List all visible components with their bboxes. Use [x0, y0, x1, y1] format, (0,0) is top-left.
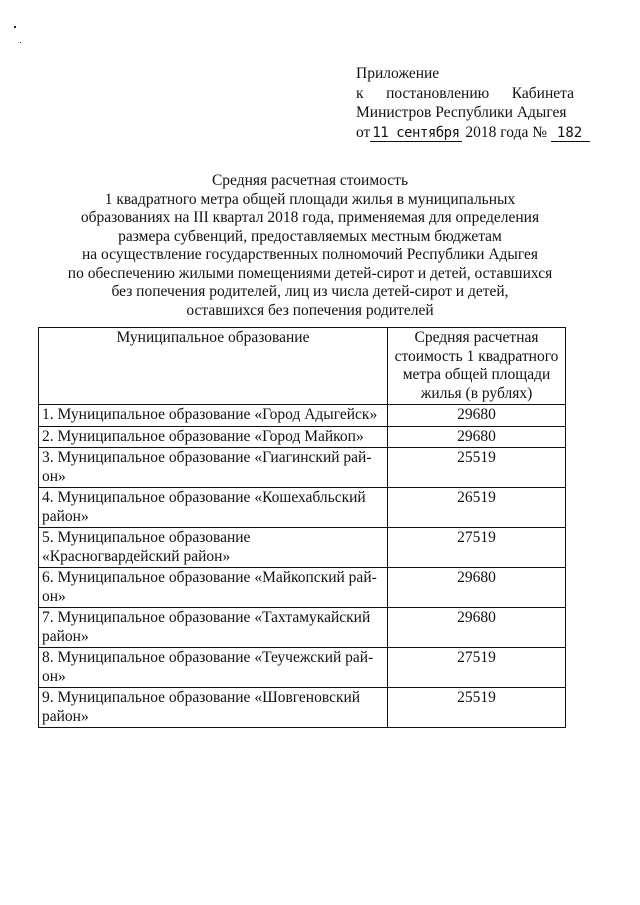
appendix-ref-word-1: к	[356, 84, 364, 102]
table-row	[39, 426, 566, 448]
municipality-name: 2. Муниципальное образование «Город Майкоп»	[39, 426, 388, 448]
title-line: без попечения родителей, лиц из числа детей-сирот и детей,	[111, 283, 509, 300]
cost-value: 27519	[388, 648, 566, 688]
cost-value: 29680	[388, 405, 566, 427]
appendix-reference	[356, 84, 574, 104]
document-title	[60, 172, 560, 320]
title-line: Средняя расчетная стоимость	[211, 172, 409, 189]
cost-table	[38, 327, 566, 728]
appendix-authority: Министров Республики Адыгея	[356, 104, 567, 121]
title-line: оставшихся без попечения родителей	[186, 301, 434, 319]
appendix-ref-word-2: постановлению	[386, 84, 490, 102]
cost-value: 25519	[388, 448, 566, 488]
title-line: образованиях на III квартал 2018 года, применяемая для определения	[80, 209, 540, 226]
table-row	[39, 608, 566, 648]
appendix-ref-word-3: Кабинета	[511, 84, 574, 102]
appendix-date-line	[356, 123, 583, 144]
table-row	[39, 688, 566, 728]
table-row	[39, 448, 566, 488]
municipality-name: 6. Муниципальное образование «Майкопский рай-он»	[39, 568, 388, 608]
municipality-name: 3. Муниципальное образование «Гиагинский рай-он»	[39, 448, 388, 488]
appendix-label: Приложение	[356, 65, 440, 82]
municipality-name: 9. Муниципальное образование «Шовгеновский район»	[39, 688, 388, 728]
document-number: 182	[551, 125, 590, 142]
table-row	[39, 568, 566, 608]
appendix-block	[356, 64, 583, 143]
title-line: размера субвенций, предоставляемых местным бюджетам	[118, 227, 502, 245]
scan-speck	[20, 42, 21, 43]
title-line: 1 квадратного метра общей площади жилья в муниципальных	[104, 190, 516, 208]
scan-speck	[14, 26, 16, 28]
header-municipality: Муниципальное образование	[39, 328, 388, 405]
date-suffix: 2018 года №	[461, 123, 551, 141]
municipality-name: 7. Муниципальное образование «Тахтамукайский район»	[39, 608, 388, 648]
title-line: по обеспечению жилыми помещениями детей-сирот и детей, оставшихся	[67, 264, 553, 282]
date-prefix: от	[356, 123, 371, 141]
cost-value: 29680	[388, 426, 566, 448]
cost-value: 27519	[388, 528, 566, 568]
table-header-row	[39, 328, 566, 405]
cost-value: 25519	[388, 688, 566, 728]
header-cost: Средняя расчетная стоимость 1 квадратного метра общей площади жилья (в рублях)	[388, 328, 566, 405]
municipality-name: 1. Муниципальное образование «Город Адыгейск»	[39, 405, 388, 427]
municipality-name: 8. Муниципальное образование «Теучежский рай-он»	[39, 648, 388, 688]
table-row	[39, 488, 566, 528]
title-line: на осуществление государственных полномочий Республики Адыгея	[81, 246, 539, 263]
table-row	[39, 648, 566, 688]
cost-value: 26519	[388, 488, 566, 528]
municipality-name: 4. Муниципальное образование «Кошехабльский район»	[39, 488, 388, 528]
table-row	[39, 528, 566, 568]
cost-value: 29680	[388, 608, 566, 648]
municipality-name: 5. Муниципальное образование «Красногвардейский район»	[39, 528, 388, 568]
handwritten-date: 11 сентября	[372, 124, 460, 141]
cost-value: 29680	[388, 568, 566, 608]
table-row	[39, 405, 566, 427]
